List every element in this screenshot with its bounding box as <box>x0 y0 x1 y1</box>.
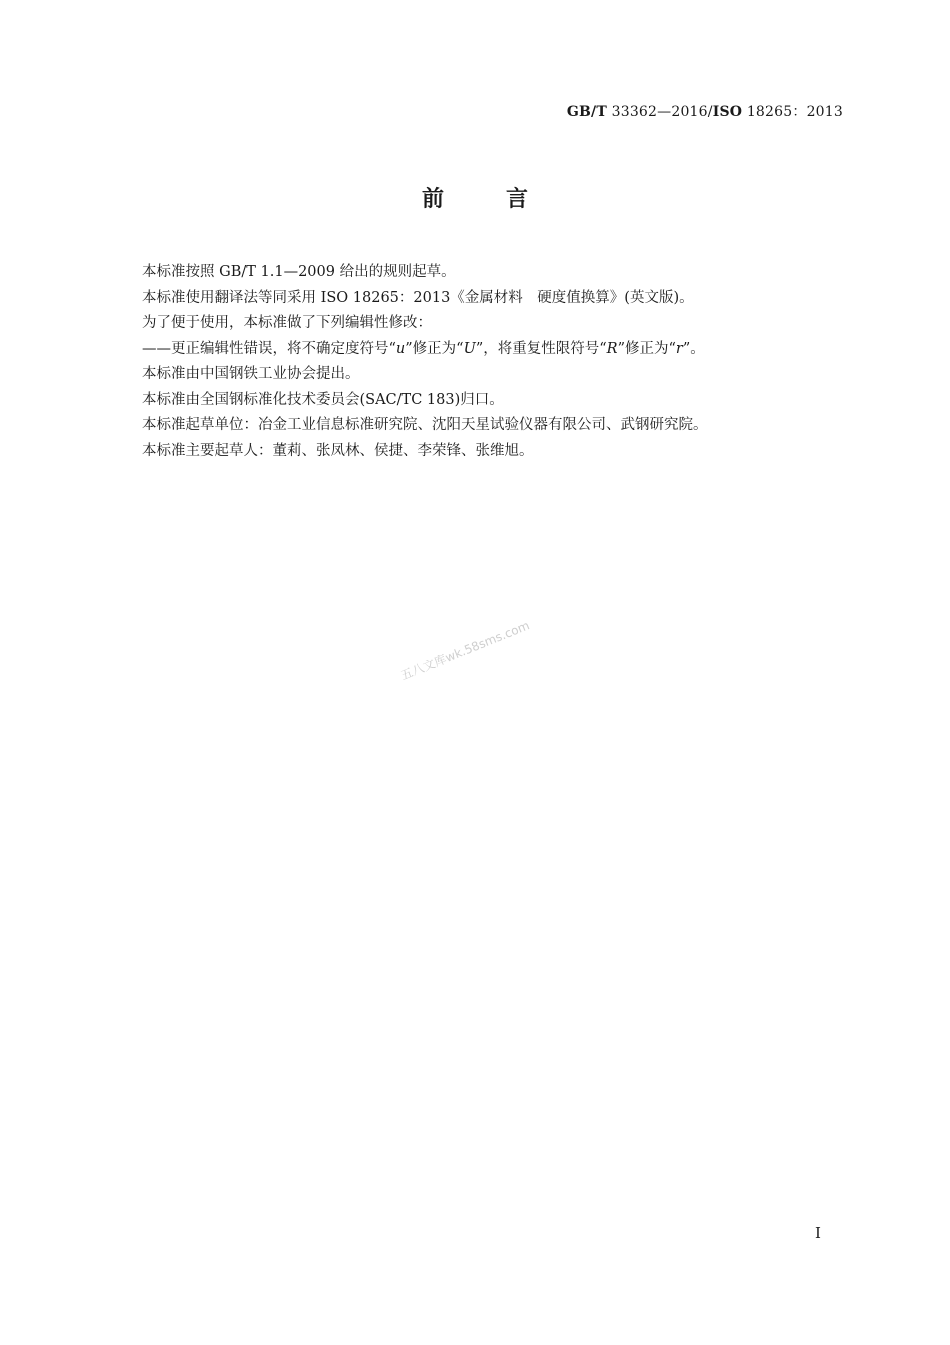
change-text-mid3: ”修正为“ <box>617 340 676 357</box>
page-number: Ⅰ <box>815 1224 821 1242</box>
paragraph-drafters: 本标准主要起草人：董莉、张凤林、侯捷、李荣锋、张维旭。 <box>142 442 534 459</box>
watermark-text: 五八文库wk.58sms.com <box>398 618 532 683</box>
symbol-r-upper: R <box>606 340 618 357</box>
header-iso-number: 18265：2013 <box>746 104 843 120</box>
symbol-r-lower: r <box>675 340 683 357</box>
paragraph-editorial-intro: 为了便于使用，本标准做了下列编辑性修改： <box>142 315 432 331</box>
header-iso-prefix: ISO <box>712 104 743 120</box>
foreword-body <box>142 260 842 464</box>
change-text-pre: ——更正编辑性错误，将不确定度符号“ <box>142 340 396 357</box>
page-title: 前言 <box>421 186 590 212</box>
standard-number-header <box>567 101 843 121</box>
symbol-u-upper: U <box>463 340 476 357</box>
paragraph-adoption-method: 本标准使用翻译法等同采用 ISO 18265：2013《金属材料 硬度值换算》(英文版)。 <box>142 289 694 306</box>
paragraph-drafting-units: 本标准起草单位：冶金工业信息标准研究院、沈阳天星试验仪器有限公司、武钢研究院。 <box>142 417 708 433</box>
paragraph-editorial-change <box>142 337 842 363</box>
change-text-post: ”。 <box>682 340 705 357</box>
header-gbt-prefix: GB/T <box>566 104 607 120</box>
paragraph-proposer: 本标准由中国钢铁工业协会提出。 <box>142 366 360 382</box>
paragraph-committee: 本标准由全国钢标准化技术委员会(SAC/TC 183)归口。 <box>142 391 504 408</box>
header-gbt-number: 33362—2016/ <box>611 104 713 120</box>
change-text-mid2: ”，将重复性限符号“ <box>475 340 607 357</box>
paragraph-drafting-rules: 本标准按照 GB/T 1.1—2009 给出的规则起草。 <box>142 264 456 280</box>
symbol-u-lower: u <box>395 340 406 357</box>
change-text-mid1: ”修正为“ <box>405 340 464 357</box>
